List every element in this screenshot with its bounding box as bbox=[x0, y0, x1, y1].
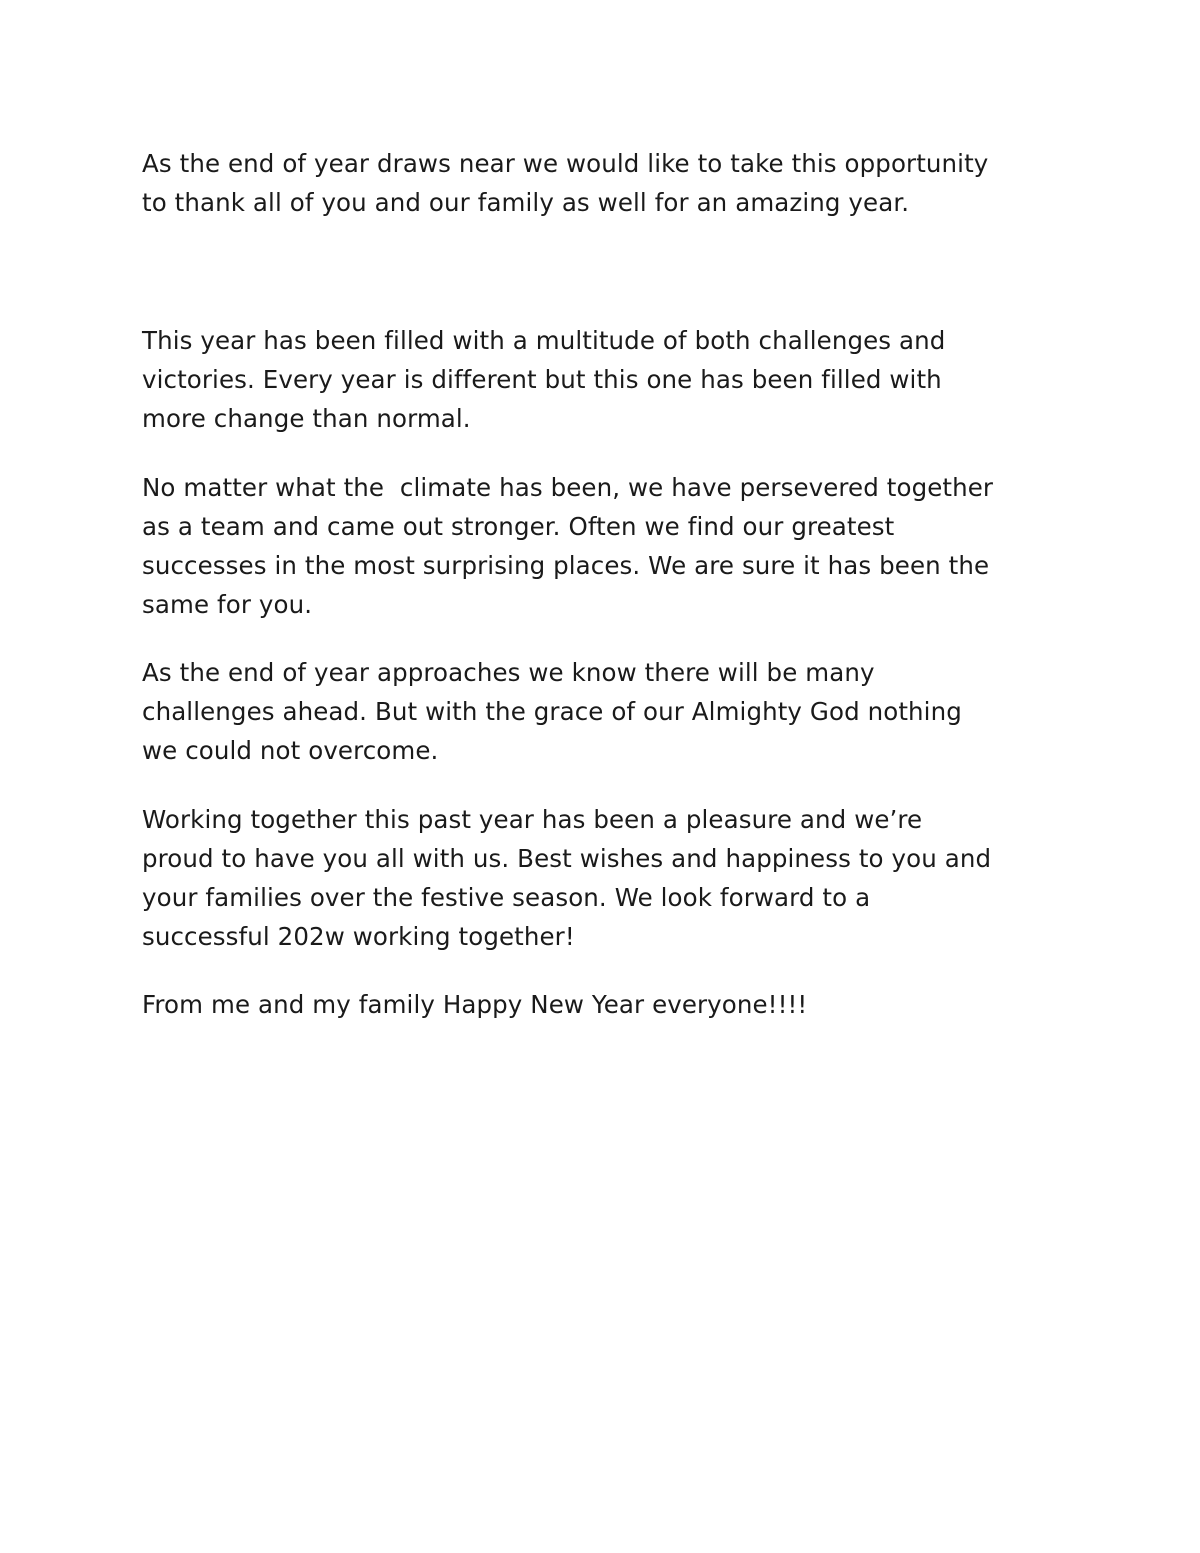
paragraph-line: successful 202w working together! bbox=[142, 922, 575, 951]
paragraph-line: more change than normal. bbox=[142, 404, 471, 433]
paragraph-line: as a team and came out stronger. Often we find our greatest bbox=[142, 512, 895, 541]
paragraph-line: From me and my family Happy New Year everyone!!!! bbox=[142, 990, 808, 1019]
paragraph-line: same for you. bbox=[142, 590, 313, 619]
paragraph-persevered bbox=[142, 468, 1082, 624]
paragraph-line: As the end of year approaches we know there will be many bbox=[142, 658, 875, 687]
paragraph-line: successes in the most surprising places. We are sure it has been the bbox=[142, 551, 990, 580]
paragraph-line: proud to have you all with us. Best wishes and happiness to you and bbox=[142, 844, 992, 873]
paragraph-line: Working together this past year has been a pleasure and we’re bbox=[142, 805, 923, 834]
paragraph-closing bbox=[142, 985, 1082, 1024]
paragraph-line: your families over the festive season. We look forward to a bbox=[142, 883, 871, 912]
paragraph-approaches bbox=[142, 653, 1082, 770]
paragraph-line: we could not overcome. bbox=[142, 736, 439, 765]
paragraph-line: No matter what the climate has been, we have persevered together bbox=[142, 473, 994, 502]
paragraph-line: challenges ahead. But with the grace of our Almighty God nothing bbox=[142, 697, 962, 726]
paragraph-line: This year has been filled with a multitude of both challenges and bbox=[142, 326, 946, 355]
paragraph-line: victories. Every year is different but this one has been filled with bbox=[142, 365, 942, 394]
paragraph-challenges bbox=[142, 321, 1082, 438]
paragraph-line: As the end of year draws near we would like to take this opportunity bbox=[142, 149, 989, 178]
paragraph-working-together bbox=[142, 800, 1082, 956]
paragraph-line: to thank all of you and our family as well for an amazing year. bbox=[142, 188, 910, 217]
paragraph-opening bbox=[142, 144, 1082, 222]
